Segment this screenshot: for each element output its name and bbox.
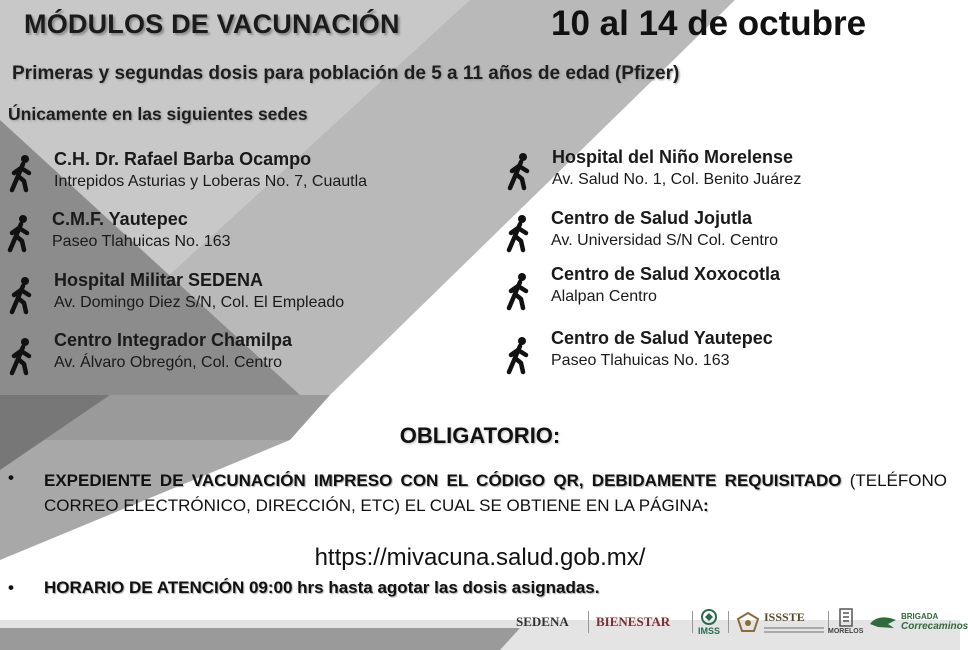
site-name: Hospital Militar SEDENA <box>54 270 264 290</box>
requirements-heading: OBLIGATORIO: <box>399 423 561 448</box>
site-address: Av. Domingo Diez S/N, Col. El Empleado <box>54 294 345 311</box>
requirement-item <box>0 578 960 604</box>
morelos-logo: MORELOS <box>828 603 863 640</box>
divider <box>728 611 729 633</box>
site-name: Centro de Salud Yautepec <box>551 328 773 348</box>
site-item <box>551 208 778 250</box>
walking-person-icon <box>4 214 34 257</box>
eagle-icon <box>699 608 719 626</box>
sedena-logo: SEDENA <box>516 613 569 629</box>
roadrunner-icon <box>868 612 898 632</box>
site-name: C.M.F. Yautepec <box>52 209 188 229</box>
requirement-item <box>0 468 960 548</box>
site-address: Av. Universidad S/N Col. Centro <box>551 232 779 249</box>
requirement-bold: EXPEDIENTE DE VACUNACIÓN IMPRESO CON EL CÓDIGO QR, DEBIDAMENTE REQUISITADO <box>44 471 842 490</box>
site-address: Intrepidos Asturias y Loberas No. 7, Cuautla <box>54 173 368 190</box>
issste-logo: ISSSTE <box>764 603 824 640</box>
site-address: Paseo Tlahuicas No. 163 <box>551 352 730 369</box>
subtitle: Primeras y segundas dosis para población de 5 a 11 años de edad (Pfizer) <box>12 63 680 84</box>
vaccine-url-link[interactable]: https://mivacuna.salud.gob.mx/ <box>314 544 646 571</box>
site-item <box>552 147 801 189</box>
sites-heading: Únicamente en las siguientes sedes <box>8 104 308 124</box>
walking-person-icon <box>6 154 36 197</box>
imss-logo: IMSS <box>698 603 720 640</box>
site-address: Av. Álvaro Obregón, Col. Centro <box>54 354 282 371</box>
walking-person-icon <box>6 276 36 319</box>
walking-person-icon <box>504 152 534 195</box>
walking-person-icon <box>503 272 533 315</box>
walking-person-icon <box>503 336 533 379</box>
page-title: MÓDULOS DE VACUNACIÓN <box>24 9 400 39</box>
site-item <box>54 330 292 372</box>
requirement-text <box>44 468 947 518</box>
site-item <box>551 328 773 370</box>
issste-emblem <box>736 603 760 640</box>
site-name: Centro Integrador Chamilpa <box>54 330 293 350</box>
site-name: Hospital del Niño Morelense <box>552 147 794 167</box>
site-name: Centro de Salud Xoxocotla <box>551 264 781 284</box>
bullet: • <box>8 468 14 487</box>
divider <box>588 611 589 633</box>
hours-text: HORARIO DE ATENCIÓN 09:00 hrs hasta agotar las dosis asignadas. <box>44 578 600 597</box>
site-address: Av. Salud No. 1, Col. Benito Juárez <box>552 171 802 188</box>
site-item <box>54 270 344 312</box>
site-item <box>54 149 367 191</box>
divider <box>692 611 693 633</box>
site-item <box>551 264 780 306</box>
site-address: Paseo Tlahuicas No. 163 <box>52 233 231 250</box>
requirement-detail: (TELÉFONO CORREO ELECTRÓNICO, DIRECCIÓN, ETC) EL CUAL SE OBTIENE EN LA PÁGINA <box>44 471 948 515</box>
requirement-colon: : <box>703 496 709 515</box>
brigada-logo: BRIGADA Correcaminos <box>868 603 968 640</box>
site-address: Alalpan Centro <box>551 288 657 305</box>
site-name: C.H. Dr. Rafael Barba Ocampo <box>54 149 312 169</box>
walking-person-icon <box>503 214 533 257</box>
walking-person-icon <box>6 337 36 380</box>
date-range: 10 al 14 de octubre <box>551 4 867 43</box>
bienestar-logo: BIENESTAR <box>596 613 671 629</box>
site-item <box>52 209 230 251</box>
footer-logos <box>508 603 968 640</box>
bullet: • <box>8 578 14 597</box>
site-name: Centro de Salud Jojutla <box>551 208 753 228</box>
